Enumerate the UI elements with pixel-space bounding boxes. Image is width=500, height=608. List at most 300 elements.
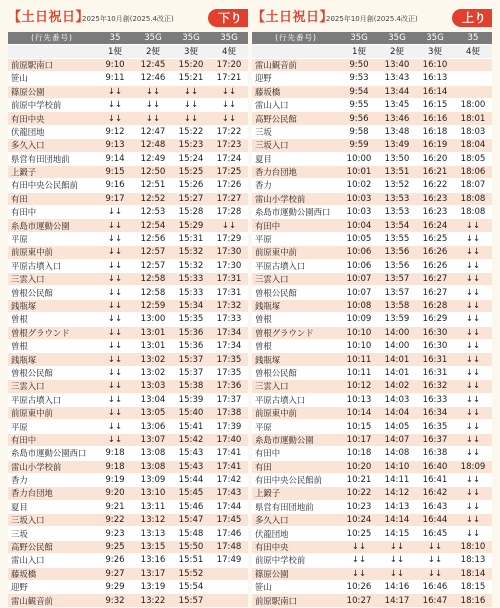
departure-time: 10:15	[340, 420, 378, 433]
departure-time: 16:37	[416, 433, 454, 446]
departure-time: ↓↓	[454, 313, 492, 326]
departure-time: 14:01	[378, 366, 416, 379]
departure-time: 15:44	[172, 473, 210, 486]
departure-time: 9:19	[96, 473, 134, 486]
departure-time: 10:18	[340, 447, 378, 460]
stop-name: 笹山	[8, 72, 96, 85]
down-bin-3: 3便	[172, 45, 210, 58]
departure-time: 16:16	[416, 112, 454, 125]
stop-name: 伏龍団地	[252, 527, 340, 540]
departure-time: ↓↓	[96, 112, 134, 125]
up-bin-3: 3便	[416, 45, 454, 58]
stop-name: 香力	[252, 179, 340, 192]
departure-time: ↓↓	[134, 85, 172, 98]
departure-time: 13:54	[378, 219, 416, 232]
stop-name: 香力台団地	[252, 165, 340, 178]
departure-time: 9:17	[96, 192, 134, 205]
departure-time: 15:37	[172, 353, 210, 366]
departure-time: 9:29	[96, 581, 134, 594]
departure-time: 13:22	[134, 594, 172, 607]
departure-time: ↓↓	[416, 540, 454, 553]
table-row	[252, 273, 492, 286]
departure-time: 12:46	[134, 72, 172, 85]
departure-time: ↓↓	[96, 433, 134, 446]
departure-time: 16:46	[416, 581, 454, 594]
departure-time: ↓↓	[134, 112, 172, 125]
stop-name: 篠原公園	[252, 567, 340, 580]
departure-time: 17:38	[210, 406, 248, 419]
departure-time: 15:21	[172, 72, 210, 85]
stop-name: 前原東中前	[8, 246, 96, 259]
departure-time: 15:51	[172, 554, 210, 567]
departure-time: 15:31	[172, 232, 210, 245]
departure-time: 16:20	[416, 152, 454, 165]
departure-time: 16:19	[416, 139, 454, 152]
table-row	[252, 339, 492, 352]
departure-time: 13:55	[378, 232, 416, 245]
departure-time: 13:11	[134, 500, 172, 513]
departure-time: 9:55	[340, 98, 378, 111]
departure-time: 9:23	[96, 527, 134, 540]
departure-time: ↓↓	[96, 353, 134, 366]
down-title: 【土日祝日】	[8, 10, 90, 25]
departure-time: 9:54	[340, 85, 378, 98]
departure-time: 10:03	[340, 206, 378, 219]
stop-name: 曽根公民館	[8, 366, 96, 379]
stop-name: 曽根公民館	[8, 286, 96, 299]
up-direction-badge: 上り	[452, 9, 492, 27]
down-timetable	[8, 32, 248, 608]
up-bin-4: 4便	[454, 45, 492, 58]
stop-name: 有田中央	[8, 112, 96, 125]
departure-time: 15:32	[172, 246, 210, 259]
table-row	[252, 366, 492, 379]
table-row	[8, 500, 248, 513]
table-row	[252, 393, 492, 406]
stop-name: 雷山入口	[8, 554, 96, 567]
departure-time: 10:13	[340, 393, 378, 406]
departure-time: 18:08	[454, 192, 492, 205]
departure-time: 13:03	[134, 380, 172, 393]
departure-time: 13:08	[134, 447, 172, 460]
up-dest-header: (行先番号)	[252, 32, 340, 45]
departure-time: 14:02	[378, 380, 416, 393]
departure-time: ↓↓	[96, 313, 134, 326]
table-row	[252, 447, 492, 460]
table-row	[8, 554, 248, 567]
stop-name: 前原駅南口	[8, 58, 96, 71]
table-row	[252, 139, 492, 152]
departure-time: 9:26	[96, 554, 134, 567]
departure-time: 16:27	[416, 273, 454, 286]
departure-time: 15:23	[172, 139, 210, 152]
stop-name: 前原駅南口	[252, 594, 340, 607]
stop-name: 雷山観音前	[252, 58, 340, 71]
departure-time: 10:02	[340, 179, 378, 192]
departure-time: 12:56	[134, 232, 172, 245]
stop-name: 三坂	[252, 125, 340, 138]
departure-time: 10:06	[340, 246, 378, 259]
stop-name: 前原中学校前	[252, 554, 340, 567]
table-row	[252, 286, 492, 299]
departure-time: ↓↓	[454, 380, 492, 393]
departure-time: 17:25	[210, 165, 248, 178]
departure-time: ↓↓	[454, 273, 492, 286]
down-route-1: 35	[96, 32, 134, 45]
table-row	[252, 125, 492, 138]
departure-time: 13:51	[378, 165, 416, 178]
departure-time: 10:10	[340, 339, 378, 352]
departure-time: 13:15	[134, 540, 172, 553]
departure-time: 16:47	[416, 594, 454, 607]
departure-time: 12:50	[134, 165, 172, 178]
table-row	[252, 232, 492, 245]
departure-time: 18:01	[454, 112, 492, 125]
stop-name: 曽根	[252, 313, 340, 326]
departure-time: ↓↓	[172, 112, 210, 125]
departure-time: ↓↓	[96, 259, 134, 272]
departure-time: 15:47	[172, 514, 210, 527]
table-row	[252, 85, 492, 98]
up-header	[252, 8, 492, 28]
departure-time: ↓↓	[96, 406, 134, 419]
stop-name: 銭瓶塚	[8, 353, 96, 366]
departure-time: 13:56	[378, 259, 416, 272]
departure-time: ↓↓	[454, 487, 492, 500]
departure-time: 10:08	[340, 299, 378, 312]
departure-time: 9:50	[340, 58, 378, 71]
table-row	[8, 98, 248, 111]
departure-time: 15:36	[172, 339, 210, 352]
table-row	[8, 72, 248, 85]
departure-time: 18:03	[454, 125, 492, 138]
departure-time: 16:14	[416, 85, 454, 98]
table-row	[8, 139, 248, 152]
departure-time: 16:30	[416, 326, 454, 339]
departure-time: 13:09	[134, 473, 172, 486]
departure-time: ↓↓	[96, 273, 134, 286]
table-row	[8, 125, 248, 138]
departure-time: 10:00	[340, 152, 378, 165]
stop-name: 有田	[8, 192, 96, 205]
departure-time: ↓↓	[454, 420, 492, 433]
departure-time: 17:42	[210, 473, 248, 486]
departure-time: 18:15	[454, 581, 492, 594]
table-row	[8, 219, 248, 232]
stop-name: 有田中	[8, 206, 96, 219]
table-row	[8, 286, 248, 299]
departure-time: 16:31	[416, 353, 454, 366]
up-bin-1: 1便	[340, 45, 378, 58]
departure-time: 13:05	[134, 406, 172, 419]
departure-time: ↓↓	[96, 393, 134, 406]
table-row	[8, 206, 248, 219]
table-row	[252, 219, 492, 232]
table-row	[8, 326, 248, 339]
stop-name: 上鍛子	[252, 487, 340, 500]
stop-name: 雷山入口	[252, 98, 340, 111]
departure-time: 9:32	[96, 594, 134, 607]
departure-time: ↓↓	[96, 420, 134, 433]
departure-time: 16:15	[416, 98, 454, 111]
departure-time: 10:25	[340, 527, 378, 540]
departure-time: 10:21	[340, 473, 378, 486]
stop-name: 平原古墳入口	[252, 259, 340, 272]
departure-time: ↓↓	[96, 286, 134, 299]
departure-time: 16:43	[416, 500, 454, 513]
departure-time	[210, 581, 248, 594]
departure-time	[210, 594, 248, 607]
up-timetable	[252, 32, 492, 608]
stop-name: 有田中央公民館前	[8, 179, 96, 192]
table-row	[252, 353, 492, 366]
up-route-3: 35G	[416, 32, 454, 45]
stop-name: 平原	[8, 420, 96, 433]
departure-time: 17:48	[210, 540, 248, 553]
departure-time: 15:22	[172, 125, 210, 138]
departure-time: 15:29	[172, 219, 210, 232]
stop-name: 三雲入口	[252, 380, 340, 393]
table-row	[8, 460, 248, 473]
departure-time: 13:56	[378, 246, 416, 259]
departure-time: 14:07	[378, 433, 416, 446]
table-row	[8, 339, 248, 352]
table-row	[252, 380, 492, 393]
departure-time: 9:13	[96, 139, 134, 152]
stop-name: 有田中央	[252, 540, 340, 553]
departure-time: 14:15	[378, 527, 416, 540]
departure-time: 15:42	[172, 433, 210, 446]
table-row	[8, 179, 248, 192]
stop-name: 糸島市運動公園	[8, 219, 96, 232]
departure-time: 17:45	[210, 514, 248, 527]
stop-name: 多久入口	[8, 139, 96, 152]
departure-time: 15:36	[172, 326, 210, 339]
stop-name: 三雲入口	[252, 273, 340, 286]
departure-time: ↓↓	[454, 286, 492, 299]
stop-name: 香力	[8, 473, 96, 486]
departure-time: 17:49	[210, 554, 248, 567]
stop-name: 曽根公民館	[252, 366, 340, 379]
departure-time: ↓↓	[96, 206, 134, 219]
departure-time: 13:53	[378, 192, 416, 205]
departure-time: ↓↓	[96, 85, 134, 98]
departure-time: 16:23	[416, 206, 454, 219]
stop-name: 雷山小学校前	[8, 460, 96, 473]
departure-time: 15:39	[172, 393, 210, 406]
departure-time: 13:08	[134, 460, 172, 473]
departure-time: 15:33	[172, 273, 210, 286]
departure-time: 16:35	[416, 420, 454, 433]
departure-time: 17:39	[210, 420, 248, 433]
departure-time: 17:30	[210, 246, 248, 259]
departure-time: 14:00	[378, 339, 416, 352]
departure-time: 13:06	[134, 420, 172, 433]
departure-time: ↓↓	[96, 299, 134, 312]
table-row	[8, 527, 248, 540]
table-row	[252, 514, 492, 527]
departure-time	[210, 567, 248, 580]
stop-name: 平原古墳入口	[252, 393, 340, 406]
stop-name: 上鍛子	[8, 165, 96, 178]
table-row	[8, 514, 248, 527]
departure-time: 16:31	[416, 366, 454, 379]
departure-time: 13:52	[378, 179, 416, 192]
table-row	[252, 98, 492, 111]
up-title: 【土日祝日】	[252, 10, 334, 25]
departure-time: 17:30	[210, 259, 248, 272]
departure-time: 12:54	[134, 219, 172, 232]
stop-name: 県営有田団地前	[8, 152, 96, 165]
departure-time: 15:45	[172, 487, 210, 500]
departure-time: 17:32	[210, 299, 248, 312]
departure-time: 9:11	[96, 72, 134, 85]
departure-time: 13:45	[378, 98, 416, 111]
departure-time: 15:24	[172, 152, 210, 165]
departure-time: 13:01	[134, 326, 172, 339]
down-bin-1: 1便	[96, 45, 134, 58]
departure-time: 15:26	[172, 179, 210, 192]
departure-time: 17:26	[210, 179, 248, 192]
departure-time: 13:43	[378, 72, 416, 85]
departure-time: 12:45	[134, 58, 172, 71]
departure-time: 13:04	[134, 393, 172, 406]
departure-time: 10:11	[340, 353, 378, 366]
departure-time: 16:45	[416, 527, 454, 540]
table-row	[252, 594, 492, 607]
departure-time: ↓↓	[96, 339, 134, 352]
departure-time: 12:48	[134, 139, 172, 152]
stop-name: 平原古墳入口	[8, 259, 96, 272]
departure-time: 17:41	[210, 447, 248, 460]
departure-time: 18:13	[454, 554, 492, 567]
departure-time: 13:02	[134, 353, 172, 366]
up-panel	[252, 8, 492, 608]
departure-time: ↓↓	[172, 98, 210, 111]
table-row	[8, 246, 248, 259]
departure-time: 17:46	[210, 527, 248, 540]
up-route-2: 35G	[378, 32, 416, 45]
table-row	[252, 246, 492, 259]
departure-time: ↓↓	[96, 326, 134, 339]
table-row	[252, 165, 492, 178]
departure-time: 15:28	[172, 206, 210, 219]
stop-name: 高野公民館	[252, 112, 340, 125]
table-row	[8, 581, 248, 594]
up-bin-2: 2便	[378, 45, 416, 58]
departure-time: 9:53	[340, 72, 378, 85]
table-row	[8, 567, 248, 580]
departure-time: ↓↓	[454, 433, 492, 446]
departure-time	[454, 85, 492, 98]
departure-time: 15:40	[172, 406, 210, 419]
departure-time: 12:49	[134, 152, 172, 165]
down-dest-header: (行先番号)	[8, 32, 96, 45]
table-row	[252, 206, 492, 219]
departure-time: 12:57	[134, 246, 172, 259]
departure-time: 15:50	[172, 540, 210, 553]
stop-name: 平原古墳入口	[8, 393, 96, 406]
departure-time: 14:01	[378, 353, 416, 366]
stop-name: 雷山小学校前	[252, 192, 340, 205]
departure-time: 15:57	[172, 594, 210, 607]
stop-name: 篠原公園	[8, 85, 96, 98]
stop-name: 曽根	[8, 313, 96, 326]
departure-time: 10:01	[340, 165, 378, 178]
departure-time: 17:27	[210, 192, 248, 205]
departure-time: 16:23	[416, 192, 454, 205]
stop-name: 前原東中前	[8, 406, 96, 419]
table-row	[252, 554, 492, 567]
departure-time: 12:52	[134, 192, 172, 205]
departure-time: 17:44	[210, 500, 248, 513]
stop-name: 夏目	[252, 152, 340, 165]
stop-name: 前原東中前	[252, 406, 340, 419]
stop-name: 平原	[252, 420, 340, 433]
departure-time: ↓↓	[96, 246, 134, 259]
departure-time: ↓↓	[340, 554, 378, 567]
departure-time: 13:12	[134, 514, 172, 527]
departure-time: 16:42	[416, 487, 454, 500]
departure-time: 16:13	[416, 72, 454, 85]
departure-time: 16:38	[416, 447, 454, 460]
departure-time: 13:44	[378, 85, 416, 98]
departure-time	[454, 58, 492, 71]
table-row	[8, 406, 248, 419]
table-row	[252, 406, 492, 419]
departure-time: 15:33	[172, 286, 210, 299]
departure-time: 10:06	[340, 259, 378, 272]
departure-time: ↓↓	[96, 380, 134, 393]
stop-name: 伏龍団地	[8, 125, 96, 138]
departure-time: 13:07	[134, 433, 172, 446]
departure-time: ↓↓	[454, 406, 492, 419]
departure-time: 13:02	[134, 366, 172, 379]
table-row	[8, 232, 248, 245]
table-row	[8, 447, 248, 460]
departure-time: 10:27	[340, 594, 378, 607]
departure-time: ↓↓	[96, 366, 134, 379]
departure-time: 9:56	[340, 112, 378, 125]
stop-name: 曽根	[252, 339, 340, 352]
table-row	[252, 500, 492, 513]
departure-time: 12:53	[134, 206, 172, 219]
table-row	[8, 192, 248, 205]
stop-name: 銭瓶塚	[8, 299, 96, 312]
departure-time: 16:29	[416, 313, 454, 326]
departure-time: 17:41	[210, 460, 248, 473]
departure-time: 10:24	[340, 514, 378, 527]
departure-time: 15:41	[172, 420, 210, 433]
up-route-1: 35G	[340, 32, 378, 45]
departure-time: 18:14	[454, 567, 492, 580]
departure-time: 17:34	[210, 339, 248, 352]
stop-name: 笹山	[252, 581, 340, 594]
departure-time: 16:27	[416, 286, 454, 299]
departure-time: ↓↓	[454, 500, 492, 513]
table-row	[252, 581, 492, 594]
departure-time: 14:03	[378, 393, 416, 406]
departure-time: 9:16	[96, 179, 134, 192]
departure-time: ↓↓	[378, 554, 416, 567]
departure-time: 13:01	[134, 339, 172, 352]
departure-time: ↓↓	[210, 112, 248, 125]
table-row	[8, 313, 248, 326]
departure-time: ↓↓	[454, 527, 492, 540]
departure-time: 17:35	[210, 366, 248, 379]
departure-time: ↓↓	[454, 339, 492, 352]
departure-time: 15:34	[172, 299, 210, 312]
